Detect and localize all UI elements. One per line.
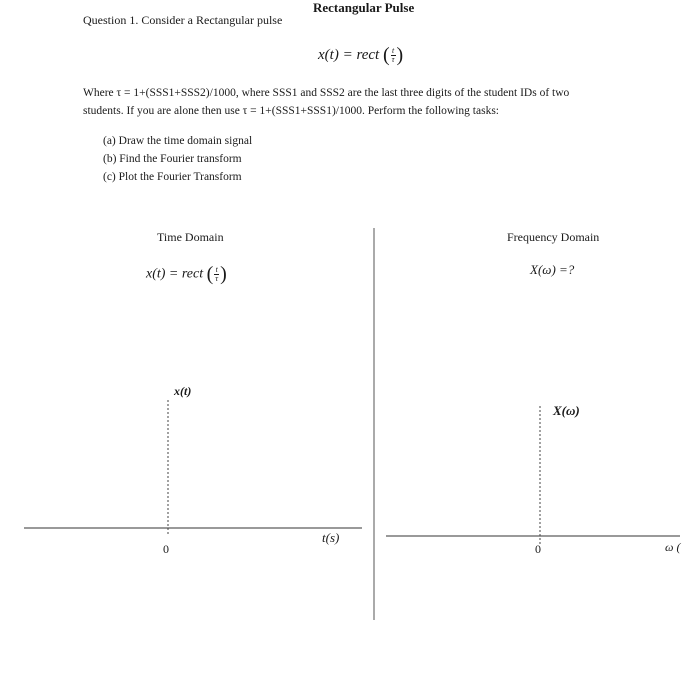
fraction xyxy=(214,266,219,283)
fraction xyxy=(391,47,396,64)
task-item-a: (a) Draw the time domain signal xyxy=(103,135,253,147)
question-heading: Question 1. Consider a Rectangular pulse xyxy=(83,13,283,27)
time-domain-title: Time Domain xyxy=(157,230,224,244)
freq-y-axis-label: X(ω) xyxy=(553,403,580,418)
time-x-axis-label: t(s) xyxy=(322,530,340,545)
time-origin-label: 0 xyxy=(163,542,169,556)
paren-close: ) xyxy=(220,263,227,285)
fraction-numerator: t xyxy=(391,46,395,55)
task-item-c: (c) Plot the Fourier Transform xyxy=(103,171,242,183)
description-line-2: students. If you are alone then use τ = 1+(SSS1+SSS1)/1000. Perform the following tasks: xyxy=(83,105,500,117)
fraction-numerator: t xyxy=(215,265,218,274)
time-y-axis-label: x(t) xyxy=(174,384,192,398)
main-formula-lhs: x(t) = rect xyxy=(318,46,380,63)
paren-open: ( xyxy=(382,44,390,66)
time-formula-lhs: x(t) = rect xyxy=(146,266,204,282)
freq-x-axis-label: ω ( xyxy=(665,540,681,554)
frequency-domain-title: Frequency Domain xyxy=(507,230,600,244)
paren-open: ( xyxy=(206,263,214,285)
paren-close: ) xyxy=(396,44,404,66)
main-formula xyxy=(318,44,403,67)
task-item-b: (b) Find the Fourier transform xyxy=(103,153,242,165)
description-line-1: Where τ = 1+(SSS1+SSS2)/1000, where SSS1 and SSS2 are the last three digits of the student IDs of two xyxy=(83,87,570,99)
fraction-denominator: τ xyxy=(215,274,219,283)
page-title: Rectangular Pulse xyxy=(313,0,415,15)
fraction-denominator: τ xyxy=(391,55,395,64)
freq-origin-label: 0 xyxy=(535,542,541,556)
frequency-formula: X(ω) =? xyxy=(530,262,575,277)
time-formula xyxy=(146,263,227,286)
